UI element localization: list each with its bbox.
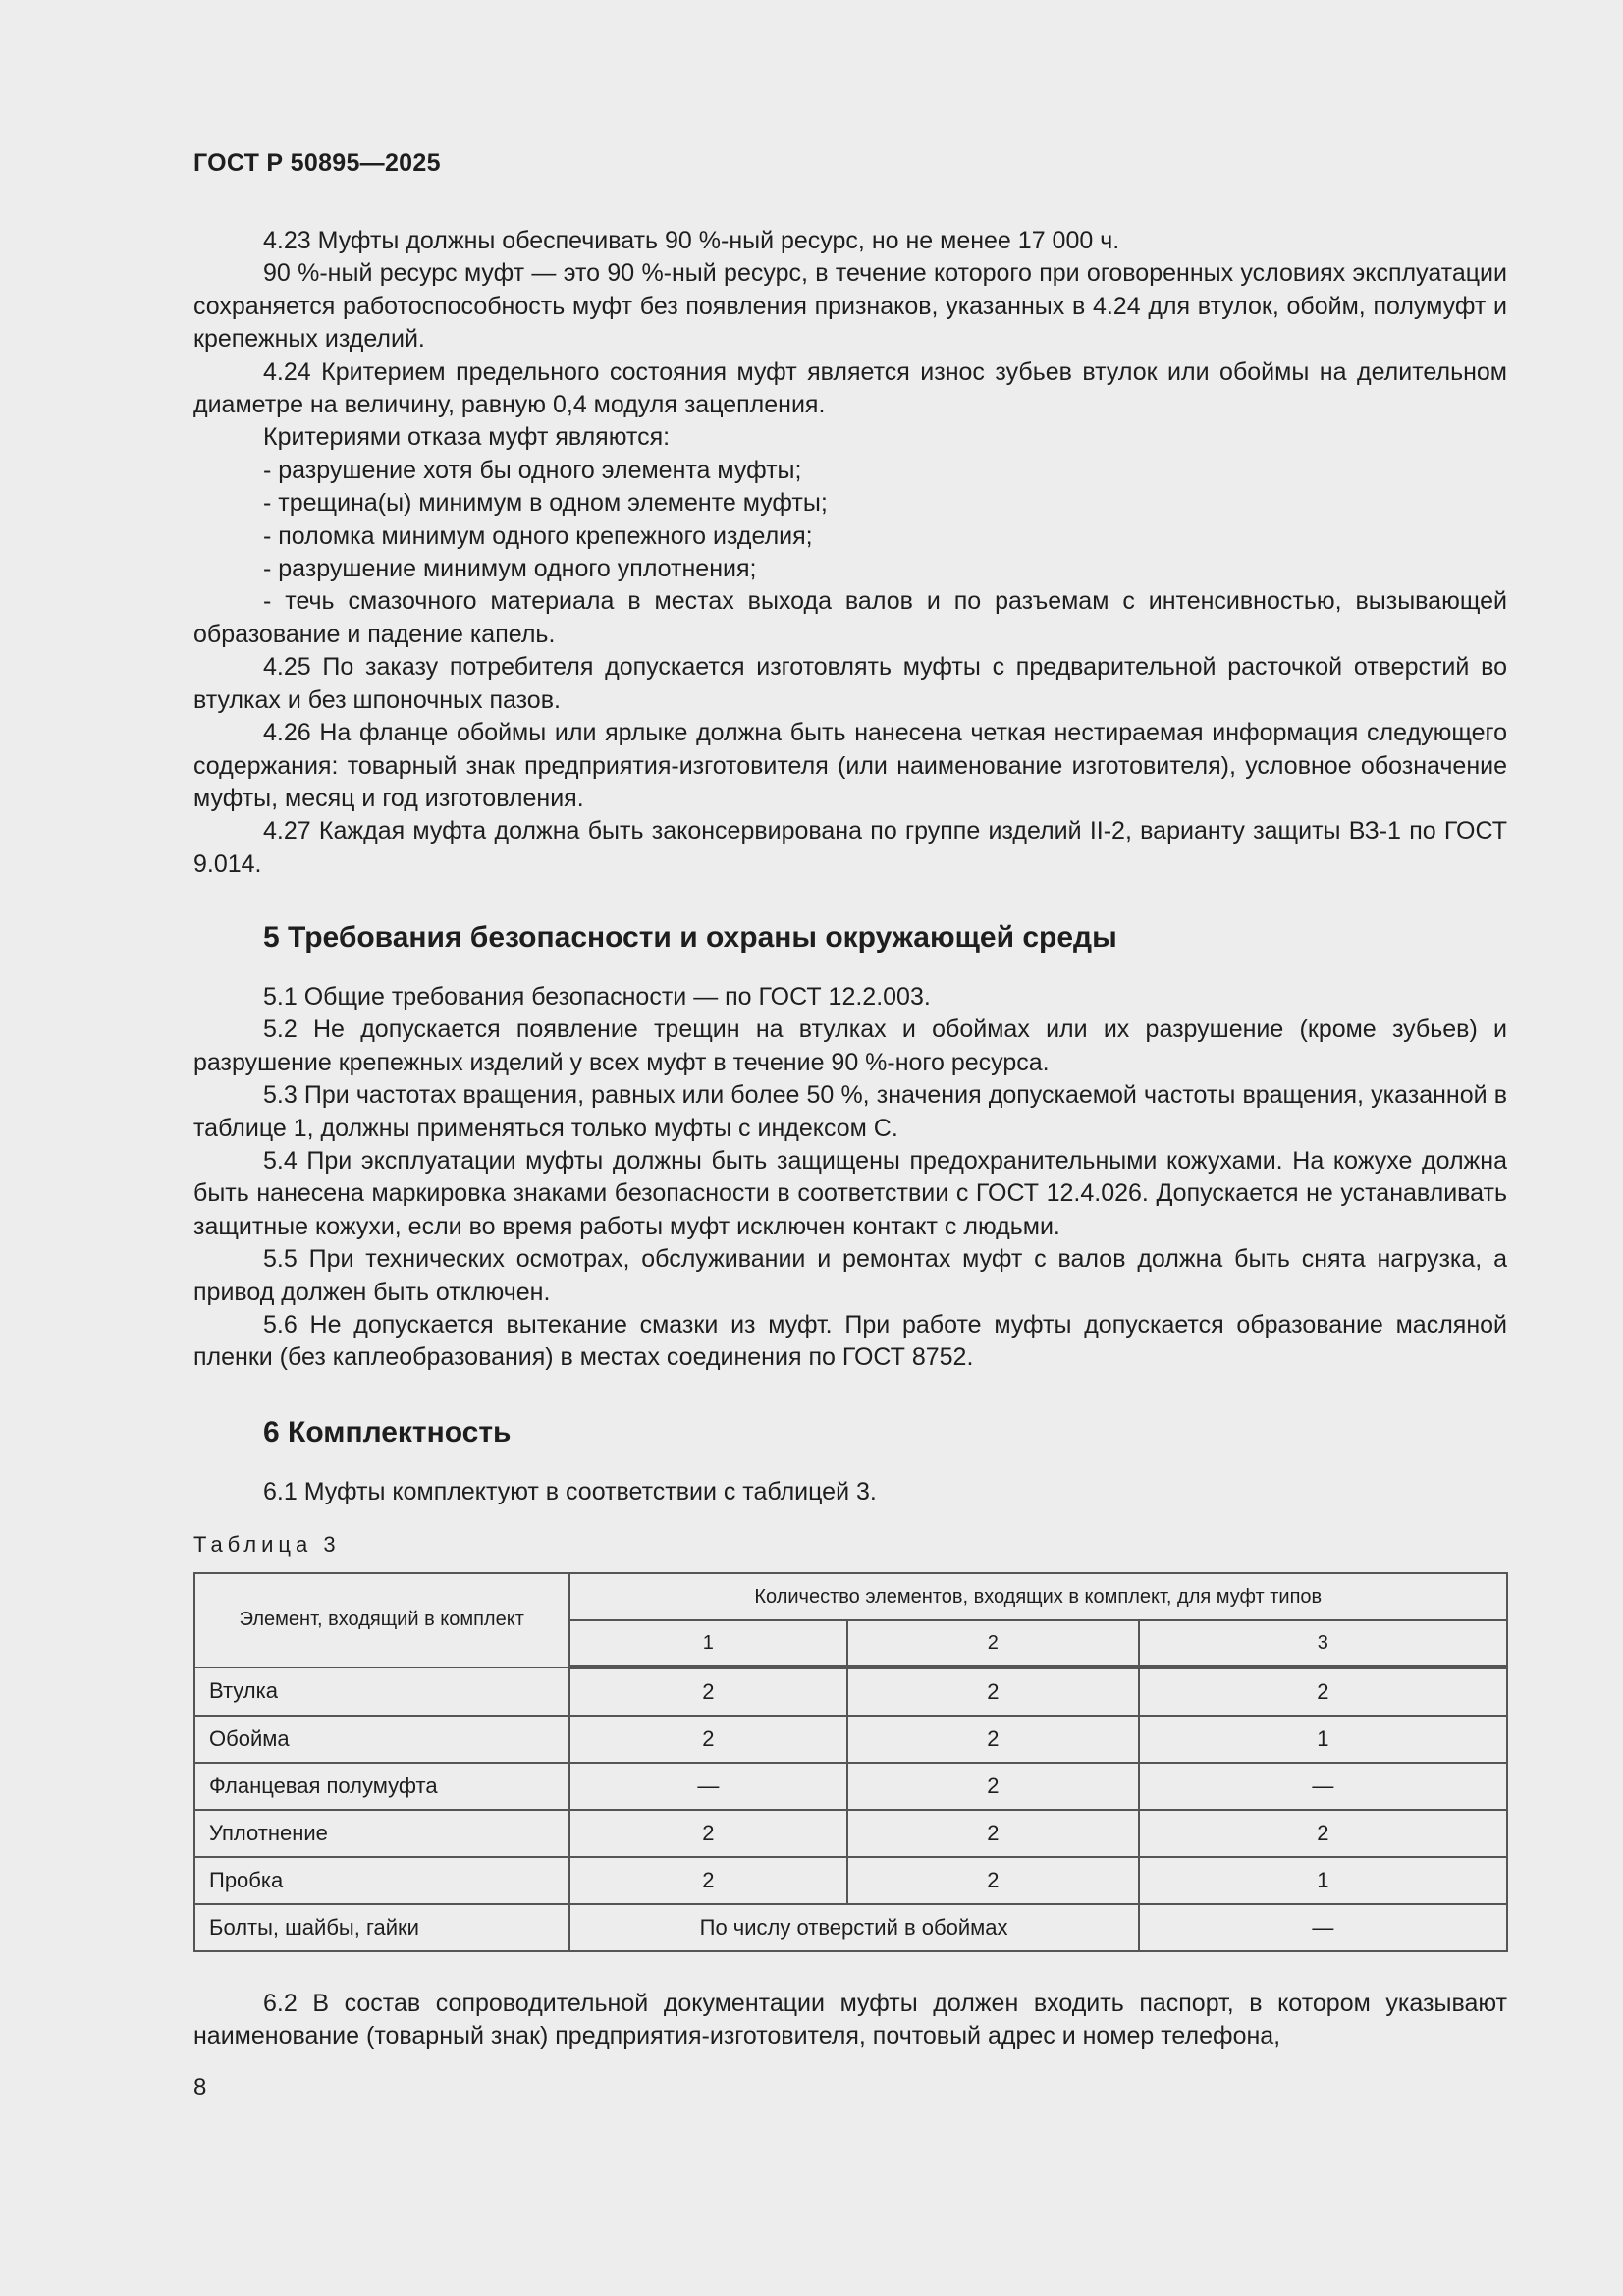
table-row (194, 1904, 1507, 1951)
paragraph-resource-definition: 90 %-ный ресурс муфт — это 90 %-ный ресурс, в течение которого при оговоренных условиях эксплуатации сохраняется работоспособность муфт без появления признаков, указанных в 4.24 для втулок, обойм, полумуфт и крепежных изделий. (193, 259, 1507, 354)
section-5-title: 5 Требования безопасности и охраны окружающей среды (263, 921, 1117, 954)
paragraph-4-27: 4.27 Каждая муфта должна быть законсервирована по группе изделий II-2, варианту защиты ВЗ-1 по ГОСТ 9.014. (193, 817, 1507, 878)
cell-value: 1 (1139, 1716, 1507, 1763)
paragraph-failure-criteria-intro: Критериями отказа муфт являются: (263, 423, 671, 452)
paragraph-6-2: 6.2 В состав сопроводительной документации муфты должен входить паспорт, в котором указывают наименование (товарный знак) предприятия-изготовителя, почтовый адрес и номер телефона, (193, 1990, 1507, 2050)
cell-value: 1 (1139, 1857, 1507, 1904)
section-5-text (193, 981, 1507, 1375)
cell-value: 2 (847, 1667, 1139, 1717)
table-row (194, 1857, 1507, 1904)
section-6-intro (193, 1476, 1507, 1508)
cell-value: — (569, 1763, 848, 1810)
cell-value: 2 (569, 1810, 848, 1857)
table-row (194, 1810, 1507, 1857)
table-row (194, 1716, 1507, 1763)
section-6-continued (193, 1988, 1507, 2053)
paragraph-5-3: 5.3 При частотах вращения, равных или более 50 %, значения допускаемой частоты вращения, указанной в таблице 1, должны применяться только муфты с индексом С. (193, 1081, 1507, 1142)
row-name: Пробка (194, 1857, 569, 1904)
header-element: Элемент, входящий в комплект (194, 1573, 569, 1667)
list-item: - течь смазочного материала в местах выхода валов и по разъемам с интенсивностью, вызывающей образование и падение капель. (193, 587, 1507, 648)
row-name: Обойма (194, 1716, 569, 1763)
list-item: - разрушение минимум одного уплотнения; (263, 555, 757, 583)
cell-merged-value: По числу отверстий в обоймах (569, 1904, 1139, 1951)
document-header: ГОСТ Р 50895—2025 (193, 149, 441, 177)
cell-value: — (1139, 1904, 1507, 1951)
table-caption: Таблица 3 (193, 1532, 341, 1557)
header-type-2: 2 (847, 1620, 1139, 1667)
paragraph-5-2: 5.2 Не допускается появление трещин на втулках и обоймах или их разрушение (кроме зубьев) и разрушение крепежных изделий у всех муфт в течение 90 %-ного ресурса. (193, 1015, 1507, 1076)
header-type-1: 1 (569, 1620, 848, 1667)
list-item: - поломка минимум одного крепежного изделия; (263, 521, 813, 550)
paragraph-6-1: 6.1 Муфты комплектуют в соответствии с таблицей 3. (263, 1478, 877, 1505)
table-row (194, 1667, 1507, 1717)
cell-value: 2 (569, 1667, 848, 1717)
row-name: Втулка (194, 1667, 569, 1717)
paragraph-5-1: 5.1 Общие требования безопасности — по ГОСТ 12.2.003. (263, 983, 931, 1011)
paragraph-4-25: 4.25 По заказу потребителя допускается изготовлять муфты с предварительной расточкой отверстий во втулках и без шпоночных пазов. (193, 653, 1507, 714)
cell-value: 2 (847, 1716, 1139, 1763)
paragraph-5-4: 5.4 При эксплуатации муфты должны быть защищены предохранительными кожухами. На кожухе должна быть нанесена маркировка знаками безопасности в соответствии с ГОСТ 12.4.026. Допускается не устанавливать защитные кожухи, если во время работы муфт исключен контакт с людьми. (193, 1147, 1507, 1240)
header-quantity-group: Количество элементов, входящих в комплект, для муфт типов (569, 1573, 1507, 1620)
cell-value: 2 (1139, 1667, 1507, 1717)
list-item: - трещина(ы) минимум в одном элементе муфты; (263, 489, 828, 518)
paragraph-4-26: 4.26 На фланце обоймы или ярлыке должна быть нанесена четкая нестираемая информация следующего содержания: товарный знак предприятия-изготовителя (или наименование изготовителя), условное обозначение муфты, месяц и год изготовления. (193, 719, 1507, 812)
row-name: Фланцевая полумуфта (194, 1763, 569, 1810)
paragraph-5-6: 5.6 Не допускается вытекание смазки из муфт. При работе муфты допускается образование масляной пленки (без каплеобразования) в местах соединения по ГОСТ 8752. (193, 1311, 1507, 1372)
paragraph-4-23: 4.23 Муфты должны обеспечивать 90 %-ный ресурс, но не менее 17 000 ч. (263, 227, 1120, 254)
section-4-text (193, 225, 1507, 881)
table-row (194, 1763, 1507, 1810)
table-3 (193, 1572, 1508, 1952)
row-name: Уплотнение (194, 1810, 569, 1857)
header-type-3: 3 (1139, 1620, 1507, 1667)
row-name: Болты, шайбы, гайки (194, 1904, 569, 1951)
cell-value: 2 (847, 1763, 1139, 1810)
section-6-title: 6 Комплектность (263, 1416, 512, 1449)
cell-value: — (1139, 1763, 1507, 1810)
cell-value: 2 (569, 1857, 848, 1904)
paragraph-5-5: 5.5 При технических осмотрах, обслуживании и ремонтах муфт с валов должна быть снята нагрузка, а привод должен быть отключен. (193, 1245, 1507, 1306)
cell-value: 2 (847, 1857, 1139, 1904)
cell-value: 2 (569, 1716, 848, 1763)
cell-value: 2 (847, 1810, 1139, 1857)
paragraph-4-24: 4.24 Критерием предельного состояния муфт является износ зубьев втулок или обоймы на делительном диаметре на величину, равную 0,4 модуля зацепления. (193, 357, 1507, 419)
list-item: - разрушение хотя бы одного элемента муфты; (263, 456, 802, 484)
cell-value: 2 (1139, 1810, 1507, 1857)
page-number: 8 (193, 2074, 207, 2101)
